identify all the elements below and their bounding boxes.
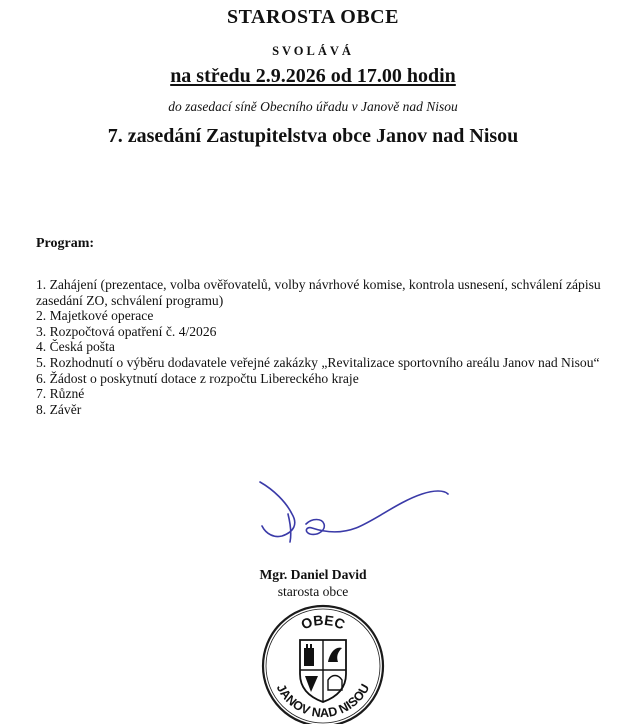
- stamp-bottom-text: JANOV NAD NISOU: [273, 681, 373, 721]
- program-item: 4. Česká pošta: [36, 339, 115, 355]
- program-item: 7. Různé: [36, 386, 85, 402]
- svg-text:OBEC: [299, 612, 347, 633]
- program-item: 3. Rozpočtová opatření č. 4/2026: [36, 323, 217, 339]
- signer-role: starosta obce: [277, 584, 349, 599]
- stamp-top-text: OBEC: [298, 611, 348, 633]
- municipal-stamp: [258, 600, 388, 724]
- program-heading: Program:: [36, 236, 95, 251]
- meeting-place: do zasedací síně Obecního úřadu v Janově nad Nisou: [168, 99, 458, 114]
- convenes-label: SVOLÁVÁ: [272, 44, 354, 58]
- program-item: 2. Majetkové operace: [36, 308, 154, 324]
- coat-of-arms-icon: [300, 640, 346, 702]
- program-item: 1. Zahájení (prezentace, volba ověřovatelů, volby návrhové komise, kontrola usnesení, schválení zápisu zasedání ZO, schválení programu): [36, 277, 601, 308]
- page-title: STAROSTA OBCE: [227, 6, 399, 28]
- handwritten-signature: [252, 468, 452, 558]
- program-list: [36, 277, 604, 417]
- session-title: 7. zasedání Zastupitelstva obce Janov nad Nisou: [107, 125, 519, 147]
- program-item: 6. Žádost o poskytnutí dotace z rozpočtu Libereckého kraje: [36, 370, 359, 386]
- program-item: 5. Rozhodnutí o výběru dodavatele veřejné zakázky „Revitalizace sportovního areálu Janov nad Nisou“: [36, 354, 600, 370]
- meeting-date: na středu 2.9.2026 od 17.00 hodin: [170, 65, 456, 87]
- program-item: 8. Závěr: [36, 401, 82, 417]
- signer-name: Mgr. Daniel David: [259, 567, 367, 582]
